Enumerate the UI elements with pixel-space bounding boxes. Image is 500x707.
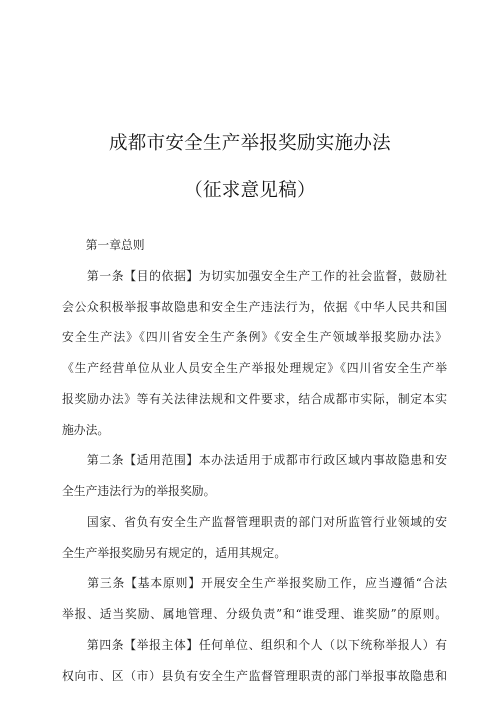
- body-line: 国家、省负有安全生产监督管理职责的部门对所监管行业领域的安: [62, 515, 447, 529]
- body-line: 会公众积极举报事故隐患和安全生产违法行为，依据《中华人民共和国: [62, 300, 447, 314]
- body-line: 权向市、区（市）县负有安全生产监督管理职责的部门举报事故隐患和: [62, 669, 447, 683]
- body-line: 第二条【适用范围】本办法适用于成都市行政区域内事故隐患和安: [62, 453, 447, 467]
- body-line: 《生产经营单位从业人员安全生产举报处理规定》《四川省安全生产举: [62, 361, 447, 375]
- body-line: 施办法。: [62, 423, 110, 437]
- body-line: 第一条【目的依据】为切实加强安全生产工作的社会监督，鼓励社: [62, 269, 447, 283]
- body-line: 报奖励办法》等有关法律法规和文件要求，结合成都市实际，制定本实: [62, 392, 447, 406]
- body-line: 第一章总则: [62, 238, 145, 252]
- body-line: 第三条【基本原则】开展安全生产举报奖励工作，应当遵循“合法: [62, 576, 447, 590]
- body-line: 第四条【举报主体】任何单位、组织和个人（以下统称举报人）有: [62, 638, 447, 652]
- body-line: 全生产违法行为的举报奖励。: [62, 484, 216, 498]
- document-subtitle: （征求意见稿）: [184, 180, 316, 201]
- document-title: 成都市安全生产举报奖励实施办法: [108, 133, 391, 154]
- body-line: 安全生产法》《四川省安全生产条例》《安全生产领域举报奖励办法》: [62, 330, 447, 344]
- body-line: 举报、适当奖励、属地管理、分级负责”和“谁受理、谁奖励”的原则。: [62, 607, 447, 621]
- body-line: 全生产举报奖励另有规定的，适用其规定。: [62, 546, 287, 560]
